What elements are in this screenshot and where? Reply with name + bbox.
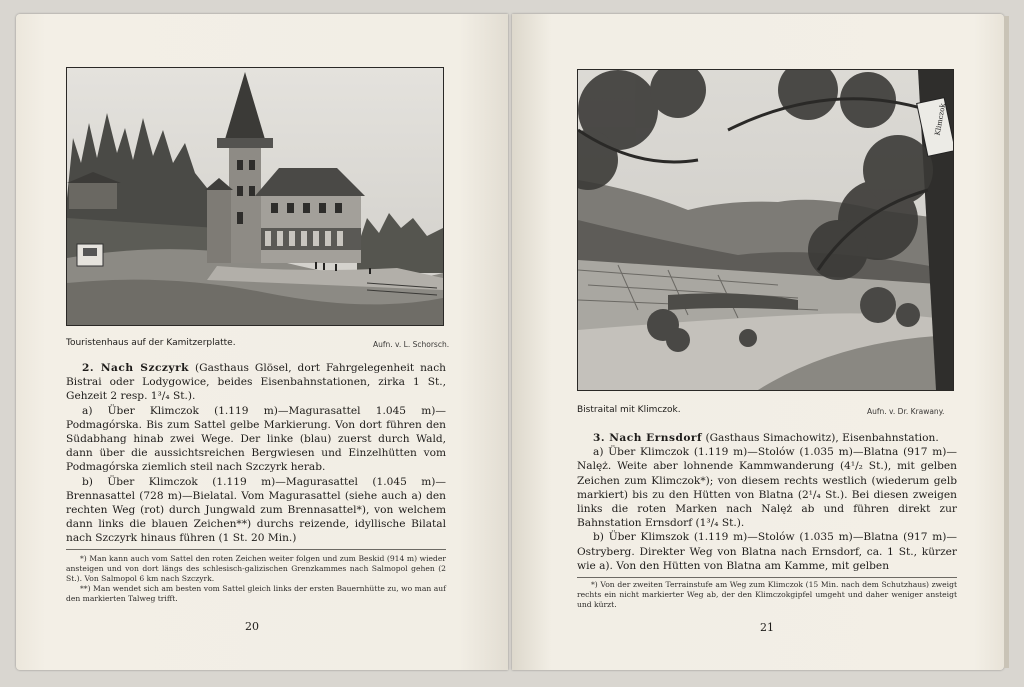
left-body-text bbox=[66, 361, 446, 546]
right-photo-credit: Aufn. v. Dr. Krawany. bbox=[867, 407, 945, 416]
left-footnotes bbox=[66, 554, 446, 604]
section-2b-paragraph: b) Über Klimczok (1.119 m)—Magurasattel (1.045 m)—Brennasattel (728 m)—Bielatal. Vom Magurasattel (siehe auch a) den rechten Weg (rot) durch Jungwald zum Brennasattel*), von welchem dann links die blauen Zeichen**) durchs reizende, idyllische Bilatal nach Szczyrk hinaus führen (1 St. 20 Min.) bbox=[66, 475, 446, 545]
book-page-edges bbox=[1004, 16, 1009, 668]
section-2-paragraph bbox=[66, 361, 446, 404]
right-page bbox=[512, 14, 1004, 670]
section-3a-paragraph: a) Über Klimczok (1.119 m)—Stolów (1.035 m)—Blatna (917 m)—Nalęż. Weite aber lohnende Kammwanderung (4¹/₂ St.), mit gelben Zeichen zum Klimczok*); von diesem rechts westlich (wiederum gelb markiert) bis zu den Hütten von Blatna (2¹/₄ St.). Bei diesen zweigen links die roten Marken nach Nalęż ab und führen direkt zur Bahnstation Ernsdorf (1³/₄ St.). bbox=[577, 446, 957, 530]
left-footnote-1: *) Man kann auch vom Sattel den roten Zeichen weiter folgen und zum Beskid (914 m) wieder ansteigen und von dort längs des schlesisch-galizischen Grenzkammes nach Salmopol gehen (2 St.). Von Salmopol 6 km nach Szczyrk. bbox=[66, 554, 446, 583]
section-3-heading: 3. Nach Ernsdorf bbox=[593, 432, 703, 444]
right-body-text bbox=[577, 431, 957, 573]
right-footnotes bbox=[577, 580, 957, 610]
left-footnote-rule bbox=[66, 549, 446, 550]
section-3b-paragraph: b) Über Klimszok (1.119 m)—Stolów (1.035 m)—Blatna (917 m)—Ostryberg. Direkter Weg von Blatna nach Ernsdorf, ca. 1 St., kürzer wie a). Von den Hütten von Blatna am Kamme, mit gelben bbox=[577, 531, 957, 572]
section-3-paragraph bbox=[577, 431, 957, 445]
right-page-number: 21 bbox=[760, 621, 774, 634]
left-photo-credit: Aufn. v. L. Schorsch. bbox=[373, 340, 450, 349]
touristenhaus-photo bbox=[66, 67, 444, 326]
left-page-number: 20 bbox=[245, 620, 259, 633]
section-2a-paragraph: a) Über Klimczok (1.119 m)—Magurasattel 1.045 m)—Podmagórska. Bis zum Sattel gelbe Markierung. Von dort führen den Südabhang hinab zwei Wege. Der linke (blau) zuerst durch Wald, dann über die aussichtsreichen Bergwiesen und Einzelhütten vom Podmagórska ziemlich steil nach Szczyrk herab. bbox=[66, 404, 446, 474]
photo-sign-text: Klimczok bbox=[933, 102, 948, 137]
section-2-heading: 2. Nach Szczyrk bbox=[82, 362, 190, 374]
section-2-intro: (Gasthaus Glösel, dort Fahrgelegenheit nach Bistrai oder Lodygowice, beides Eisenbahnstationen, zirka 1 St., Gehzeit 2 resp. 1³/₄ St.). bbox=[66, 362, 446, 403]
bistraital-photo bbox=[577, 69, 954, 391]
right-footnote-1: *) Von der zweiten Terrainstufe am Weg zum Klimczok (15 Min. nach dem Schutzhaus) zweigt rechts ein nicht markierter Weg ab, der den Klimczokgipfel umgeht und daher weniger ansteigt und kürzt. bbox=[577, 580, 957, 609]
left-photo-caption: Touristenhaus auf der Kamitzerplatte. bbox=[66, 338, 236, 348]
section-3-intro: (Gasthaus Simachowitz), Eisenbahnstation. bbox=[705, 432, 939, 444]
right-photo-caption: Bistraital mit Klimczok. bbox=[577, 405, 681, 415]
left-footnote-2: **) Man wendet sich am besten vom Sattel gleich links der ersten Bauernhütte zu, wo man auf den markierten Talweg trifft. bbox=[66, 584, 446, 603]
left-page bbox=[16, 14, 508, 670]
right-footnote-rule bbox=[577, 577, 957, 578]
